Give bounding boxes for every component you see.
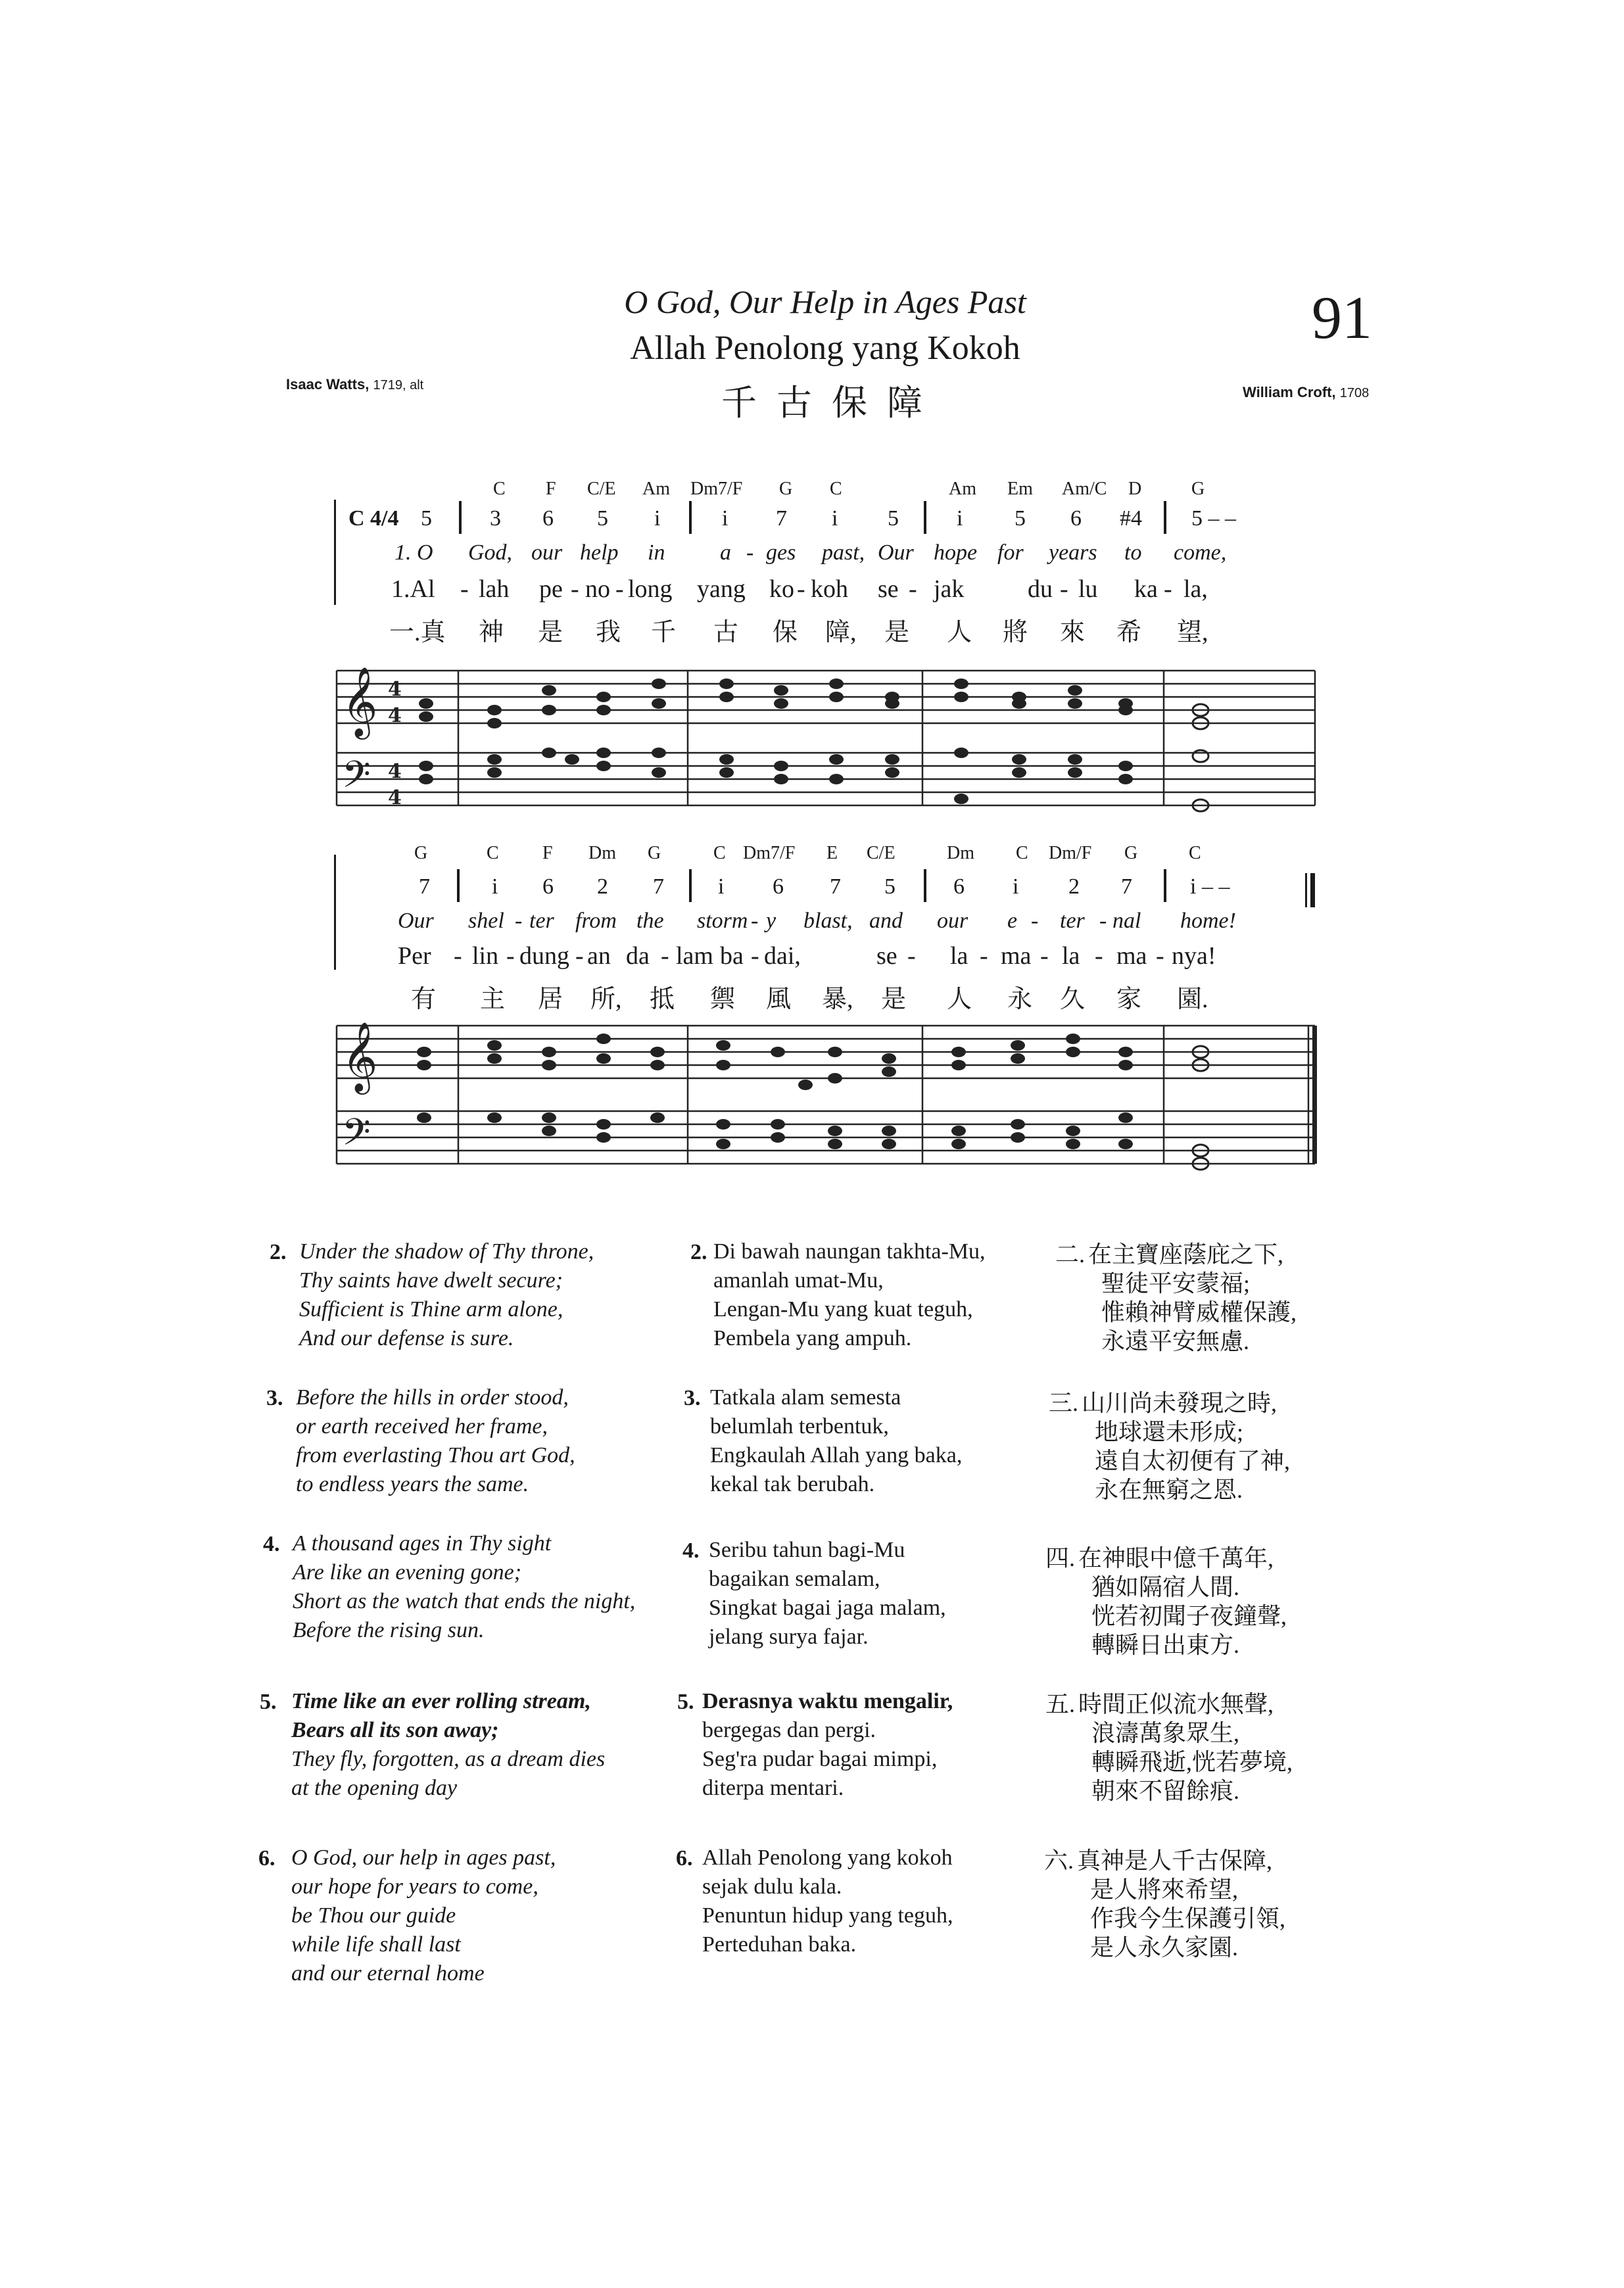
author-name: Isaac Watts,: [286, 376, 370, 393]
lyric-en: blast,: [803, 909, 853, 933]
noteheads-2-bass: [417, 1112, 1133, 1149]
verse-5-en: [291, 1687, 605, 1803]
note: 6: [773, 874, 784, 899]
lyric-en: ter: [1060, 909, 1085, 933]
chord: C: [1016, 843, 1028, 863]
title-chinese: 千古保障: [721, 383, 942, 423]
verse-line: jelang surya fajar.: [709, 1625, 869, 1649]
note: 7: [419, 874, 430, 899]
lyric-id: dai,: [764, 942, 801, 970]
chord: Dm7/F: [743, 843, 796, 863]
chord: Dm/F: [1049, 843, 1092, 863]
verse-number-en: 3.: [266, 1386, 283, 1410]
lyric-en: home!: [1180, 909, 1236, 933]
lyric-zh: 主: [480, 986, 506, 1013]
chord: Am: [949, 479, 976, 499]
note: i: [957, 506, 963, 531]
lyric-en: a: [720, 540, 731, 565]
lyric-en: come,: [1174, 540, 1227, 565]
verse-line: at the opening day: [291, 1776, 458, 1800]
lyric-zh: 禦: [710, 986, 736, 1013]
lyric-zh: 有: [411, 986, 437, 1013]
chord: G: [779, 479, 793, 499]
lyric-zh: 我: [596, 619, 621, 646]
lyric-zh: 障,: [825, 619, 857, 646]
lyric-id: pe: [539, 575, 563, 603]
lyric-zh: 望,: [1177, 619, 1208, 646]
verse-line: They fly, forgotten, as a dream dies: [291, 1747, 606, 1771]
hymn-number: 91: [1312, 284, 1372, 351]
verse-number-zh: 六.: [1044, 1847, 1074, 1874]
lyric-en: our: [937, 909, 968, 933]
lyric-id: la: [1062, 942, 1080, 970]
note: 6: [542, 874, 554, 899]
lyric-zh: 抵: [650, 986, 675, 1013]
lyric-id: lu: [1078, 575, 1098, 603]
verse-line: 猶如隔宿人間.: [1091, 1574, 1240, 1600]
verse-number-en: 2.: [270, 1240, 287, 1264]
lyric-en: hope: [934, 540, 978, 565]
verse-5-zh: [1078, 1690, 1293, 1805]
title-english: O God, Our Help in Ages Past: [624, 283, 1026, 320]
lyric-id: -: [506, 942, 515, 970]
verse-line: and our eternal home: [291, 1961, 485, 1986]
lyric-id: -: [797, 575, 805, 603]
lyric-id: la: [950, 942, 968, 970]
lyric-id: -: [909, 575, 917, 603]
lyric-en: -: [515, 909, 523, 933]
lyric-en: in: [648, 540, 665, 565]
verse-line: 永遠平安無慮.: [1101, 1328, 1250, 1354]
lyric-id: -: [615, 575, 624, 603]
lyric-id: -: [571, 575, 579, 603]
verse-line: Time like an ever rolling stream,: [291, 1689, 591, 1713]
verse-line: Allah Penolong yang kokoh: [702, 1846, 953, 1870]
note: i – –: [1190, 874, 1230, 899]
verse-2-id: [713, 1237, 986, 1353]
lyric-id: -: [751, 942, 759, 970]
lyric-zh: 是: [538, 619, 563, 646]
verse-4-id: [709, 1536, 946, 1652]
verse-number-en: 6.: [258, 1846, 275, 1871]
lyric-zh: 保: [773, 619, 798, 646]
verse-line: 浪濤萬象眾生,: [1091, 1720, 1240, 1746]
verse-6-zh: [1077, 1846, 1285, 1962]
verse-number-id: 6.: [676, 1846, 693, 1871]
noteheads-2-treble: [417, 1034, 1133, 1090]
verse-line: 恍若初聞子夜鐘聲,: [1091, 1603, 1287, 1629]
key-signature: C 4/4: [348, 506, 399, 531]
lyric-zh: 是: [884, 619, 910, 646]
lyric-id: se: [876, 942, 897, 970]
verse-number-id: 3.: [684, 1386, 701, 1410]
lyric-en: from: [575, 909, 617, 933]
verse-line: Di bawah naungan takhta-Mu,: [713, 1239, 986, 1264]
verse-line: Lengan-Mu yang kuat teguh,: [713, 1297, 973, 1322]
note: i: [654, 506, 661, 531]
lyric-id: -: [1164, 575, 1172, 603]
verse-2-zh: [1088, 1240, 1297, 1356]
chord: F: [542, 843, 553, 863]
verse-line: Derasnya waktu mengalir,: [702, 1689, 953, 1713]
verse-line: amanlah umat-Mu,: [713, 1268, 884, 1293]
note: i: [492, 874, 498, 899]
lyric-zh: 是: [881, 986, 907, 1013]
note: 7: [776, 506, 787, 531]
lyric-en: to: [1124, 540, 1142, 565]
time-signature: [388, 678, 402, 809]
lyric-en: years: [1049, 540, 1097, 565]
composer-name: William Croft,: [1243, 384, 1336, 400]
lyric-zh: 園.: [1177, 986, 1208, 1013]
lyric-id: -: [460, 575, 469, 603]
verse-line: 是人永久家園.: [1090, 1934, 1239, 1961]
verse-line: to endless years the same.: [296, 1472, 529, 1496]
lyric-zh: 人: [947, 986, 972, 1013]
verse-6-en: [291, 1844, 556, 1988]
note: 5: [597, 506, 608, 531]
lyric-id: -: [907, 942, 916, 970]
chord: Em: [1007, 479, 1033, 499]
chord: C: [1189, 843, 1201, 863]
verse-line: our hope for years to come,: [291, 1874, 538, 1899]
lyric-id: -: [1040, 942, 1049, 970]
lyric-id: se: [878, 575, 899, 603]
lyric-zh: 一.真: [389, 619, 446, 646]
note: 5: [888, 506, 899, 531]
verse-line: Pembela yang ampuh.: [713, 1326, 912, 1350]
lyric-id: an: [587, 942, 611, 970]
verse-line: 時間正似流水無聲,: [1078, 1691, 1274, 1717]
lyric-zh: 希: [1116, 619, 1142, 646]
lyric-id: -: [454, 942, 462, 970]
verse-line: 永在無窮之恩.: [1095, 1477, 1243, 1503]
verse-number-en: 5.: [260, 1690, 277, 1714]
lyric-id: lin: [472, 942, 499, 970]
lyric-zh: 神: [479, 619, 504, 646]
verse-line: Perteduhan baka.: [702, 1932, 857, 1957]
verse-line: or earth received her frame,: [296, 1414, 548, 1439]
composer-year: 1708: [1339, 386, 1370, 400]
lyric-zh: 將: [1003, 619, 1028, 646]
lyric-zh: 來: [1060, 619, 1086, 646]
lyric-zh: 居: [538, 986, 563, 1013]
lyric-zh: 永: [1007, 986, 1033, 1013]
verse-line: O God, our help in ages past,: [291, 1846, 556, 1870]
verse-line: Penuntun hidup yang teguh,: [702, 1903, 953, 1928]
lyric-id: lah: [479, 575, 510, 603]
verse-line: 作我今生保護引領,: [1090, 1905, 1286, 1932]
lyric-en: nal: [1112, 909, 1141, 933]
verse-line: Short as the watch that ends the night,: [293, 1589, 636, 1613]
verse-line: bergegas dan pergi.: [702, 1718, 876, 1742]
lyric-zh: 古: [713, 619, 739, 646]
chord: C/E: [587, 479, 616, 499]
chord: F: [546, 479, 556, 499]
verse-6-id: [702, 1844, 953, 1959]
lyric-id: jak: [934, 575, 965, 603]
lyric-en: ges: [766, 540, 796, 565]
verse-line: from everlasting Thou art God,: [296, 1443, 575, 1467]
verse-line: 地球還未形成;: [1095, 1419, 1244, 1445]
author-year: 1719, alt: [373, 378, 424, 393]
verse-line: Singkat bagai jaga malam,: [709, 1596, 946, 1620]
verse-number-zh: 二.: [1055, 1241, 1086, 1268]
note: 7: [653, 874, 664, 899]
lyric-en: storm: [697, 909, 748, 933]
verse-5-id: [702, 1687, 953, 1803]
lyric-id: ma: [1116, 942, 1147, 970]
svg-text:4: 4: [388, 760, 402, 783]
note: 6: [1070, 506, 1082, 531]
lyric-en: Our: [398, 909, 434, 933]
note: 3: [490, 506, 501, 531]
lyric-id: -: [1095, 942, 1103, 970]
lyric-en: -: [1099, 909, 1107, 933]
verse-line: Tatkala alam semesta: [710, 1385, 901, 1410]
verse-line: 在神眼中億千萬年,: [1078, 1545, 1274, 1571]
lyric-en: -: [746, 540, 754, 565]
note: i: [722, 506, 728, 531]
bass-clef-icon: 𝄢: [342, 753, 371, 805]
lyric-id: -: [661, 942, 669, 970]
verse-line: 聖徒平安蒙福;: [1101, 1270, 1251, 1297]
verse-line: Sufficient is Thine arm alone,: [299, 1297, 563, 1322]
bass-clef-icon: 𝄢: [342, 1111, 371, 1163]
lyric-en: -: [751, 909, 759, 933]
lyric-id: -: [575, 942, 584, 970]
lyric-zh: 風: [766, 986, 792, 1013]
lyric-id: nya!: [1172, 942, 1216, 970]
lyric-en: Our: [878, 540, 914, 565]
note: 5: [421, 506, 432, 531]
verse-line: 轉瞬日出東方.: [1091, 1632, 1240, 1658]
system-2-staves: [337, 1026, 1315, 1164]
chord: Dm7/F: [690, 479, 743, 499]
verse-number-zh: 三.: [1049, 1390, 1079, 1416]
system-1-staves: [337, 671, 1315, 805]
verse-3-id: [710, 1383, 962, 1499]
lyric-id: -: [980, 942, 988, 970]
lyric-en: the: [636, 909, 664, 933]
note: 7: [1121, 874, 1132, 899]
lyric-id: yang: [697, 575, 746, 603]
lyric-en: 1. O: [394, 540, 433, 565]
lyric-id: -: [1060, 575, 1068, 603]
chord: C: [493, 479, 506, 499]
lyric-en: and: [869, 909, 903, 933]
lyric-en: -: [1031, 909, 1039, 933]
verse-line: 朝來不留餘痕.: [1091, 1778, 1240, 1804]
verse-line: Seg'ra pudar bagai mimpi,: [702, 1747, 938, 1771]
verse-line: A thousand ages in Thy sight: [293, 1531, 552, 1556]
verse-line: sejak dulu kala.: [702, 1874, 842, 1899]
lyric-id: Per: [398, 942, 431, 970]
verse-line: belumlah terbentuk,: [710, 1414, 889, 1439]
lyric-id: ma: [1001, 942, 1032, 970]
lyric-id: no: [585, 575, 610, 603]
note: 5: [1015, 506, 1026, 531]
note: 6: [953, 874, 965, 899]
lyric-en: ter: [529, 909, 554, 933]
note: i: [1013, 874, 1019, 899]
lyric-id: ko: [769, 575, 794, 603]
title-indonesian: Allah Penolong yang Kokoh: [630, 329, 1020, 367]
lyric-id: long: [628, 575, 673, 603]
note: 2: [1068, 874, 1080, 899]
chord: Am: [642, 479, 670, 499]
note: 5 – –: [1191, 506, 1236, 531]
lyric-id: koh: [811, 575, 848, 603]
note: i: [718, 874, 725, 899]
verse-2-en: [299, 1237, 594, 1353]
chord: E: [826, 843, 838, 863]
verse-line: 真神是人千古保障,: [1077, 1847, 1273, 1874]
lyric-id: ka: [1134, 575, 1158, 603]
verse-line: Engkaulah Allah yang baka,: [710, 1443, 963, 1467]
verse-line: Seribu tahun bagi-Mu: [709, 1538, 905, 1562]
lyric-id: 1.Al: [391, 575, 435, 603]
lyric-id: la,: [1183, 575, 1208, 603]
lyric-en: y: [766, 909, 776, 933]
verse-number-id: 2.: [690, 1240, 707, 1264]
verse-line: 惟賴神臂威權保護,: [1101, 1299, 1297, 1325]
half-notes-1: [1193, 704, 1208, 811]
treble-clef-icon: 𝄞: [342, 666, 378, 736]
noteheads-1-bass: [419, 748, 1133, 804]
verse-number-en: 4.: [263, 1532, 280, 1556]
chord: C: [830, 479, 842, 499]
verse-line: bagaikan semalam,: [709, 1567, 880, 1591]
verse-line: diterpa mentari.: [702, 1776, 844, 1800]
note: 7: [830, 874, 841, 899]
lyric-id: ba: [720, 942, 744, 970]
lyric-en: help: [580, 540, 619, 565]
verse-line: 是人將來希望,: [1090, 1876, 1239, 1903]
chord: Dm: [588, 843, 616, 863]
verse-3-zh: [1082, 1389, 1290, 1504]
note: #4: [1120, 506, 1142, 531]
lyric-id: -: [1156, 942, 1164, 970]
lyric-zh: 家: [1116, 986, 1142, 1013]
chord: G: [1191, 479, 1205, 499]
verse-line: 轉瞬飛逝,恍若夢境,: [1091, 1749, 1293, 1775]
chord: D: [1128, 479, 1142, 499]
verse-line: Are like an evening gone;: [293, 1560, 522, 1585]
chord: C: [487, 843, 499, 863]
lyric-en: for: [997, 540, 1024, 565]
lyric-zh: 千: [651, 619, 677, 646]
final-bar-staff: [1312, 1026, 1317, 1164]
noteheads-1-treble: [419, 679, 1133, 728]
lyric-id: du: [1028, 575, 1053, 603]
lyric-zh: 暴,: [822, 986, 853, 1013]
chord: G: [1124, 843, 1138, 863]
verse-number-zh: 四.: [1045, 1545, 1076, 1571]
lyric-id: da: [626, 942, 650, 970]
verse-3-en: [296, 1383, 575, 1499]
verse-line: be Thou our guide: [291, 1903, 456, 1928]
chord: Am/C: [1062, 479, 1107, 499]
lyric-zh: 人: [947, 619, 972, 646]
verse-line: 在主寶座蔭庇之下,: [1088, 1241, 1284, 1268]
chord: G: [414, 843, 428, 863]
verse-line: Under the shadow of Thy throne,: [299, 1239, 594, 1264]
verse-line: 遠自太初便有了神,: [1095, 1448, 1291, 1474]
lyric-zh: 所,: [590, 986, 622, 1013]
verse-line: Before the rising sun.: [293, 1618, 485, 1642]
verse-4-en: [293, 1529, 635, 1645]
verse-line: Before the hills in order stood,: [296, 1385, 569, 1410]
lyric-id: dung: [519, 942, 569, 970]
note: i: [832, 506, 838, 531]
verse-4-zh: [1078, 1544, 1287, 1659]
svg-text:4: 4: [388, 786, 402, 809]
verse-line: while life shall last: [291, 1932, 461, 1957]
lyric-id: lam: [676, 942, 713, 970]
lyric-zh: 久: [1060, 986, 1086, 1013]
verse-line: 山川尚未發現之時,: [1082, 1390, 1278, 1416]
chord: C: [713, 843, 726, 863]
verse-line: kekal tak berubah.: [710, 1472, 875, 1496]
verse-number-zh: 五.: [1045, 1691, 1076, 1717]
chord: Dm: [947, 843, 974, 863]
verse-line: Thy saints have dwelt secure;: [299, 1268, 563, 1293]
note: 2: [597, 874, 608, 899]
lyric-en: shel: [468, 909, 504, 933]
treble-clef-icon: 𝄞: [342, 1021, 378, 1091]
note: 5: [884, 874, 896, 899]
lyric-en: e: [1007, 909, 1018, 933]
lyric-en: our: [531, 540, 563, 565]
verse-number-id: 4.: [682, 1538, 700, 1563]
verse-number-id: 5.: [677, 1690, 694, 1714]
svg-text:4: 4: [388, 678, 402, 701]
lyric-en: past,: [822, 540, 865, 565]
verse-line: And our defense is sure.: [299, 1326, 514, 1350]
verse-line: Bears all its son away;: [291, 1718, 499, 1742]
svg-text:4: 4: [388, 704, 402, 727]
chord: C/E: [867, 843, 896, 863]
lyric-en: God,: [468, 540, 513, 565]
note: 6: [542, 506, 554, 531]
chord: G: [648, 843, 661, 863]
